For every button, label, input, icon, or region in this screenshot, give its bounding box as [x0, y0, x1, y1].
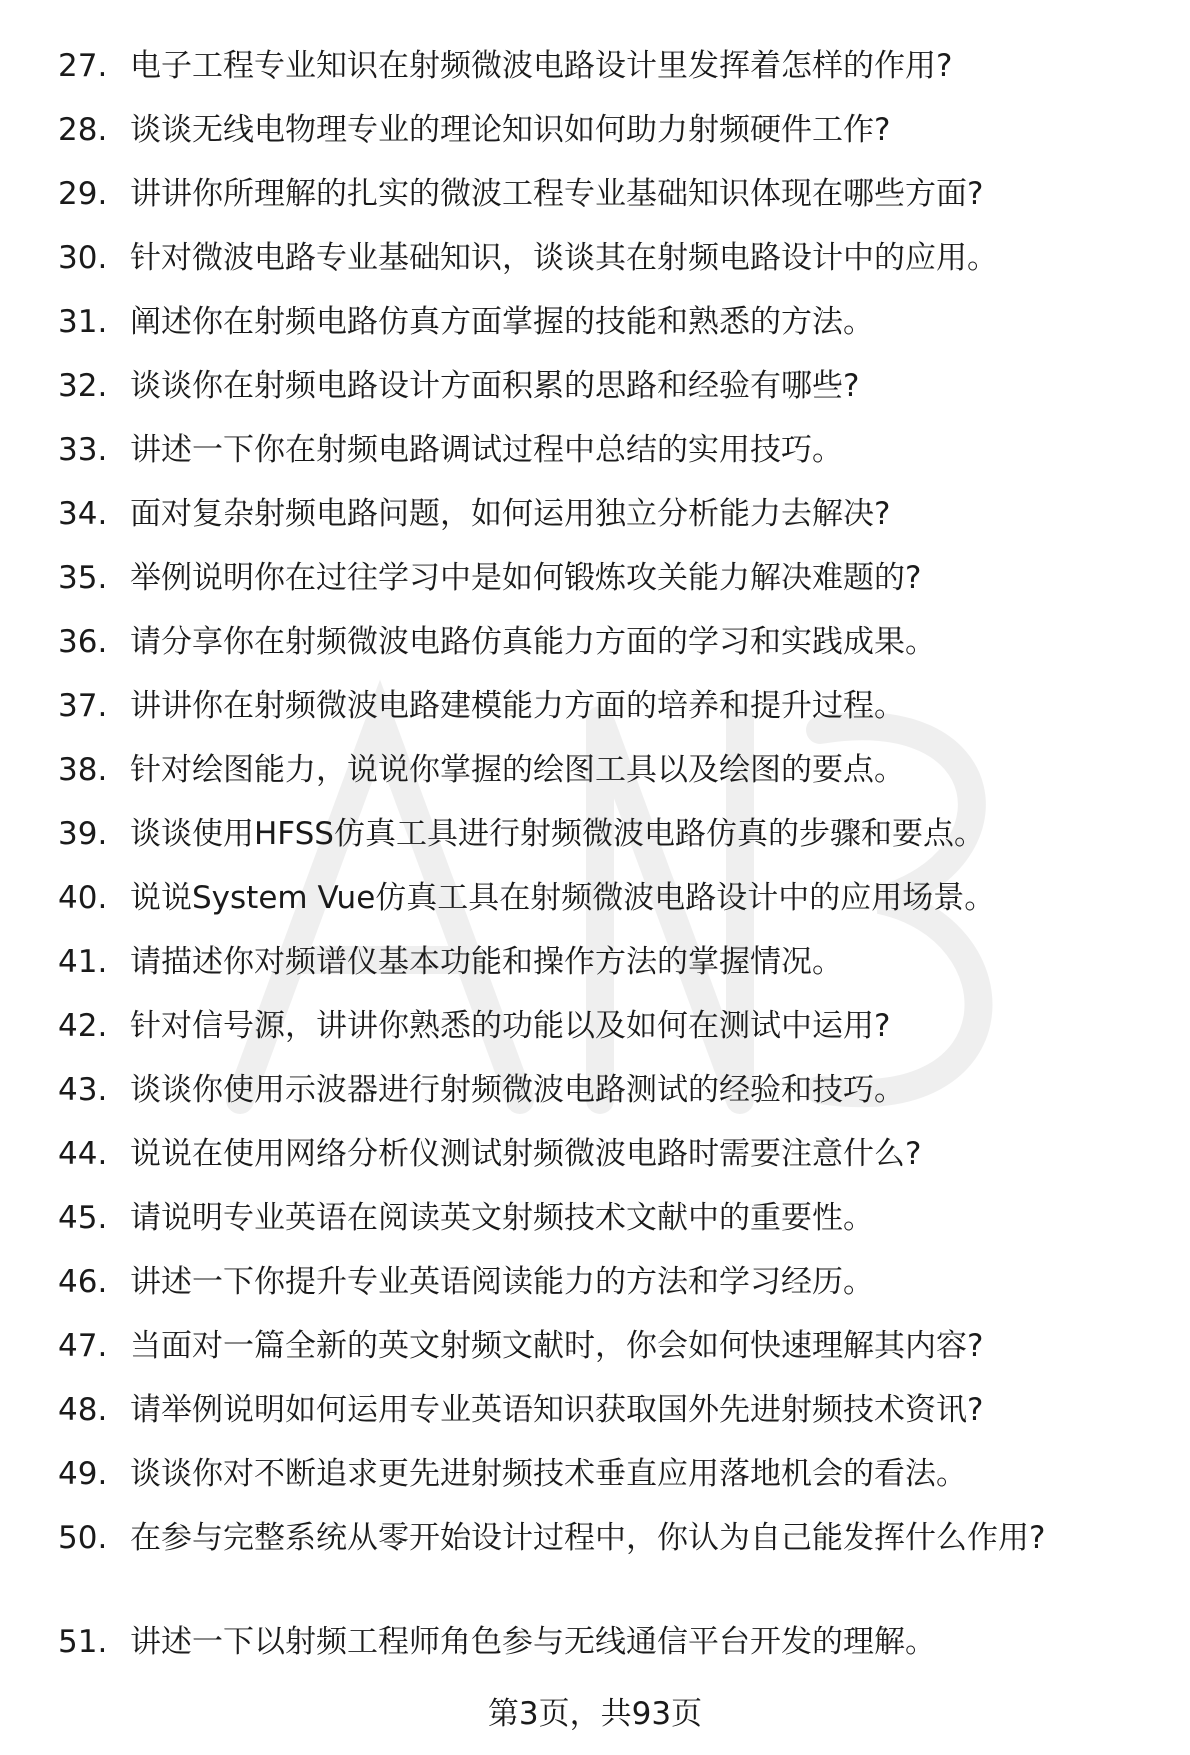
- item-text: 讲讲你所理解的扎实的微波工程专业基础知识体现在哪些方面?: [130, 176, 984, 212]
- item-text: 请举例说明如何运用专业英语知识获取国外先进射频技术资讯?: [130, 1392, 984, 1428]
- item-text: 说说System Vue仿真工具在射频微波电路设计中的应用场景。: [130, 880, 996, 916]
- list-item: [0, 1622, 1190, 1686]
- item-text: 谈谈你在射频电路设计方面积累的思路和经验有哪些?: [130, 368, 860, 404]
- list-item: [0, 302, 1190, 366]
- item-text: 请分享你在射频微波电路仿真能力方面的学习和实践成果。: [130, 624, 936, 660]
- item-text: 电子工程专业知识在射频微波电路设计里发挥着怎样的作用?: [130, 48, 953, 84]
- item-number: 31.: [58, 304, 108, 340]
- list-item: [0, 1518, 1190, 1622]
- list-item: [0, 174, 1190, 238]
- list-item: [0, 46, 1190, 110]
- item-number: 41.: [58, 944, 108, 980]
- item-text: 针对微波电路专业基础知识，谈谈其在射频电路设计中的应用。: [130, 240, 998, 276]
- list-item: [0, 238, 1190, 302]
- item-number: 39.: [58, 816, 108, 852]
- item-number: 35.: [58, 560, 108, 596]
- item-number: 32.: [58, 368, 108, 404]
- list-item: [0, 1262, 1190, 1326]
- question-list: [0, 46, 1190, 1686]
- item-number: 36.: [58, 624, 108, 660]
- item-number: 38.: [58, 752, 108, 788]
- page-footer: 第3页，共93页: [487, 1696, 703, 1732]
- item-number: 45.: [58, 1200, 108, 1236]
- item-text: 讲讲你在射频微波电路建模能力方面的培养和提升过程。: [130, 688, 905, 724]
- item-text: 说说在使用网络分析仪测试射频微波电路时需要注意什么?: [130, 1136, 922, 1172]
- item-text: 针对绘图能力，说说你掌握的绘图工具以及绘图的要点。: [130, 752, 905, 788]
- item-text: 谈谈你使用示波器进行射频微波电路测试的经验和技巧。: [130, 1072, 905, 1108]
- item-text: 在参与完整系统从零开始设计过程中，你认为自己能发挥什么作用?: [130, 1520, 1046, 1556]
- item-number: 51.: [58, 1624, 108, 1660]
- item-number: 44.: [58, 1136, 108, 1172]
- list-item: [0, 1326, 1190, 1390]
- item-text: 举例说明你在过往学习中是如何锻炼攻关能力解决难题的?: [130, 560, 922, 596]
- item-number: 28.: [58, 112, 108, 148]
- item-text: 谈谈你对不断追求更先进射频技术垂直应用落地机会的看法。: [130, 1456, 967, 1492]
- item-text: 当面对一篇全新的英文射频文献时，你会如何快速理解其内容?: [130, 1328, 984, 1364]
- list-item: [0, 1134, 1190, 1198]
- item-text: 针对信号源，讲讲你熟悉的功能以及如何在测试中运用?: [130, 1008, 891, 1044]
- item-text: 谈谈使用HFSS仿真工具进行射频微波电路仿真的步骤和要点。: [130, 816, 985, 852]
- item-text: 讲述一下以射频工程师角色参与无线通信平台开发的理解。: [130, 1624, 936, 1660]
- item-number: 34.: [58, 496, 108, 532]
- item-text: 请描述你对频谱仪基本功能和操作方法的掌握情况。: [130, 944, 843, 980]
- item-number: 48.: [58, 1392, 108, 1428]
- list-item: [0, 558, 1190, 622]
- item-text: 面对复杂射频电路问题，如何运用独立分析能力去解决?: [130, 496, 891, 532]
- list-item: [0, 430, 1190, 494]
- list-item: [0, 1006, 1190, 1070]
- list-item: [0, 494, 1190, 558]
- item-text: 谈谈无线电物理专业的理论知识如何助力射频硬件工作?: [130, 112, 891, 148]
- list-item: [0, 622, 1190, 686]
- item-number: 42.: [58, 1008, 108, 1044]
- list-item: [0, 750, 1190, 814]
- item-text: 请说明专业英语在阅读英文射频技术文献中的重要性。: [130, 1200, 874, 1236]
- item-number: 46.: [58, 1264, 108, 1300]
- list-item: [0, 1070, 1190, 1134]
- list-item: [0, 942, 1190, 1006]
- item-number: 43.: [58, 1072, 108, 1108]
- list-item: [0, 366, 1190, 430]
- list-item: [0, 814, 1190, 878]
- item-text: 讲述一下你在射频电路调试过程中总结的实用技巧。: [130, 432, 843, 468]
- list-item: [0, 1198, 1190, 1262]
- item-number: 30.: [58, 240, 108, 276]
- item-number: 50.: [58, 1520, 108, 1556]
- item-number: 47.: [58, 1328, 108, 1364]
- item-number: 33.: [58, 432, 108, 468]
- list-item: [0, 1454, 1190, 1518]
- item-text: 阐述你在射频电路仿真方面掌握的技能和熟悉的方法。: [130, 304, 874, 340]
- list-item: [0, 878, 1190, 942]
- item-number: 40.: [58, 880, 108, 916]
- list-item: [0, 686, 1190, 750]
- item-text: 讲述一下你提升专业英语阅读能力的方法和学习经历。: [130, 1264, 874, 1300]
- item-number: 27.: [58, 48, 108, 84]
- item-number: 29.: [58, 176, 108, 212]
- list-item: [0, 110, 1190, 174]
- list-item: [0, 1390, 1190, 1454]
- item-number: 49.: [58, 1456, 108, 1492]
- item-number: 37.: [58, 688, 108, 724]
